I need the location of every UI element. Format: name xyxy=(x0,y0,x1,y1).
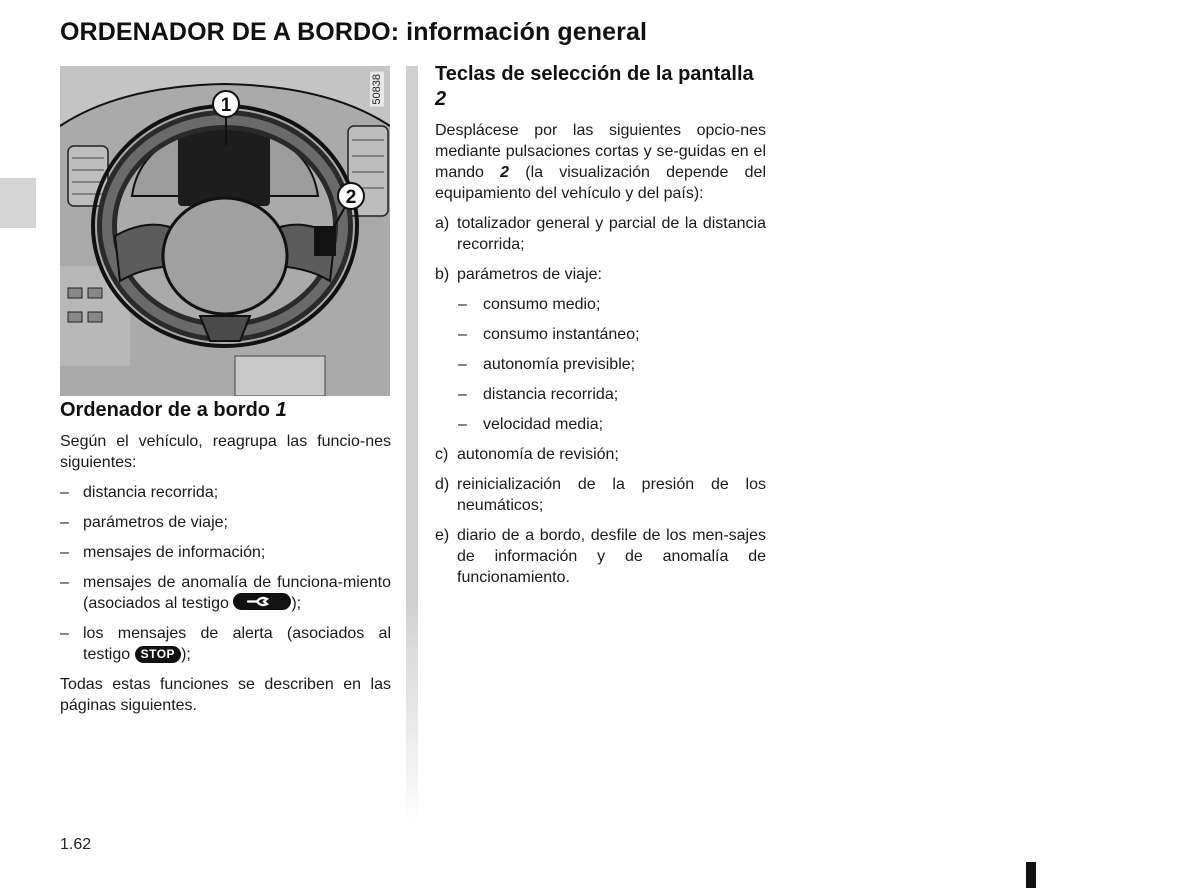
dash-mark: – xyxy=(458,296,467,313)
column-divider xyxy=(406,66,418,826)
intro-text-a: Desplácese por las siguientes opcio-nes mediante pulsaciones cortas y se-guidas en el mando xyxy=(435,122,766,181)
letter-mark: b) xyxy=(435,266,450,283)
list-item-text: mensajes de anomalía de funciona-miento (asociados al testigo xyxy=(83,574,391,612)
sub-list-item xyxy=(458,354,766,375)
list-item xyxy=(60,512,391,533)
list-item-text: totalizador general y parcial de la distancia recorrida; xyxy=(457,215,766,253)
stop-warning-icon: STOP xyxy=(135,646,181,663)
list-item-text: diario de a bordo, desfile de los men-sajes de información y de anomalía de funcionamiento. xyxy=(457,527,766,586)
sub-list-item-text: consumo instantáneo; xyxy=(483,326,640,343)
dash-mark: – xyxy=(60,544,69,561)
letter-mark: a) xyxy=(435,215,450,232)
page-edge-marker xyxy=(1026,862,1036,888)
section-tab xyxy=(0,178,36,228)
list-item-text: parámetros de viaje: xyxy=(457,266,602,283)
callout-1: 1 xyxy=(220,95,232,116)
outro-paragraph: Todas estas funciones se describen en las páginas siguientes. xyxy=(60,676,391,714)
intro-paragraph xyxy=(435,120,766,204)
page-title: ORDENADOR DE A BORDO: información general xyxy=(60,18,648,46)
intro-ref-number: 2 xyxy=(500,164,510,181)
sub-list-item-text: velocidad media; xyxy=(483,416,604,433)
right-column xyxy=(435,62,766,597)
page-number: 1.62 xyxy=(60,836,92,853)
dash-mark: – xyxy=(458,326,467,343)
list-item xyxy=(60,542,391,563)
dash-mark: – xyxy=(458,386,467,403)
steering-wheel-drawing xyxy=(60,66,390,396)
dash-mark: – xyxy=(60,484,69,501)
list-item xyxy=(435,213,766,255)
intro-text-b: (la visualización depende del equipamiento del vehículo y del país): xyxy=(435,164,766,202)
sub-list-item xyxy=(458,384,766,405)
callout-2: 2 xyxy=(345,187,357,208)
list-item xyxy=(435,444,766,465)
heading-text: Teclas de selección de la pantalla xyxy=(435,63,754,85)
intro-paragraph: Según el vehículo, reagrupa las funcio-nes siguientes: xyxy=(60,433,391,471)
list-item xyxy=(60,572,391,614)
sub-list-item xyxy=(458,324,766,345)
dash-mark: – xyxy=(60,574,69,591)
heading-ref-number: 2 xyxy=(435,88,447,110)
list-item xyxy=(435,264,766,285)
letter-mark: d) xyxy=(435,476,450,493)
left-column xyxy=(60,398,391,725)
list-item xyxy=(60,623,391,665)
list-item-end: ); xyxy=(181,646,191,663)
figure-reference-code: 50838 xyxy=(371,74,383,105)
heading-ref-number: 1 xyxy=(275,399,287,421)
list-item-text: distancia recorrida; xyxy=(83,484,219,501)
sub-list-item-text: distancia recorrida; xyxy=(483,386,619,403)
steering-wheel-illustration xyxy=(60,66,390,396)
dash-mark: – xyxy=(60,625,69,642)
sub-list-item xyxy=(458,414,766,435)
list-item-text: autonomía de revisión; xyxy=(457,446,619,463)
list-item-anomaly xyxy=(83,572,391,614)
sub-list-item-text: autonomía previsible; xyxy=(483,356,636,373)
section-heading-keys xyxy=(435,62,766,112)
heading-text: Ordenador de a bordo xyxy=(60,399,276,421)
sub-list-item-text: consumo medio; xyxy=(483,296,601,313)
sub-list-item xyxy=(458,294,766,315)
list-item xyxy=(435,525,766,588)
wrench-warning-icon xyxy=(233,593,291,610)
list-item-alert xyxy=(83,623,391,665)
list-item-text: mensajes de información; xyxy=(83,544,266,561)
dash-mark: – xyxy=(458,356,467,373)
list-item-text: reinicialización de la presión de los neumáticos; xyxy=(457,476,766,514)
list-item-end: ); xyxy=(291,595,302,612)
section-heading-computer xyxy=(60,398,391,423)
letter-mark: e) xyxy=(435,527,450,544)
letter-mark: c) xyxy=(435,446,449,463)
list-item-text: los mensajes de alerta (asociados al testigo xyxy=(83,625,391,663)
list-item xyxy=(435,474,766,516)
dash-mark: – xyxy=(60,514,69,531)
dash-mark: – xyxy=(458,416,467,433)
list-item-text: parámetros de viaje; xyxy=(83,514,228,531)
list-item xyxy=(60,482,391,503)
